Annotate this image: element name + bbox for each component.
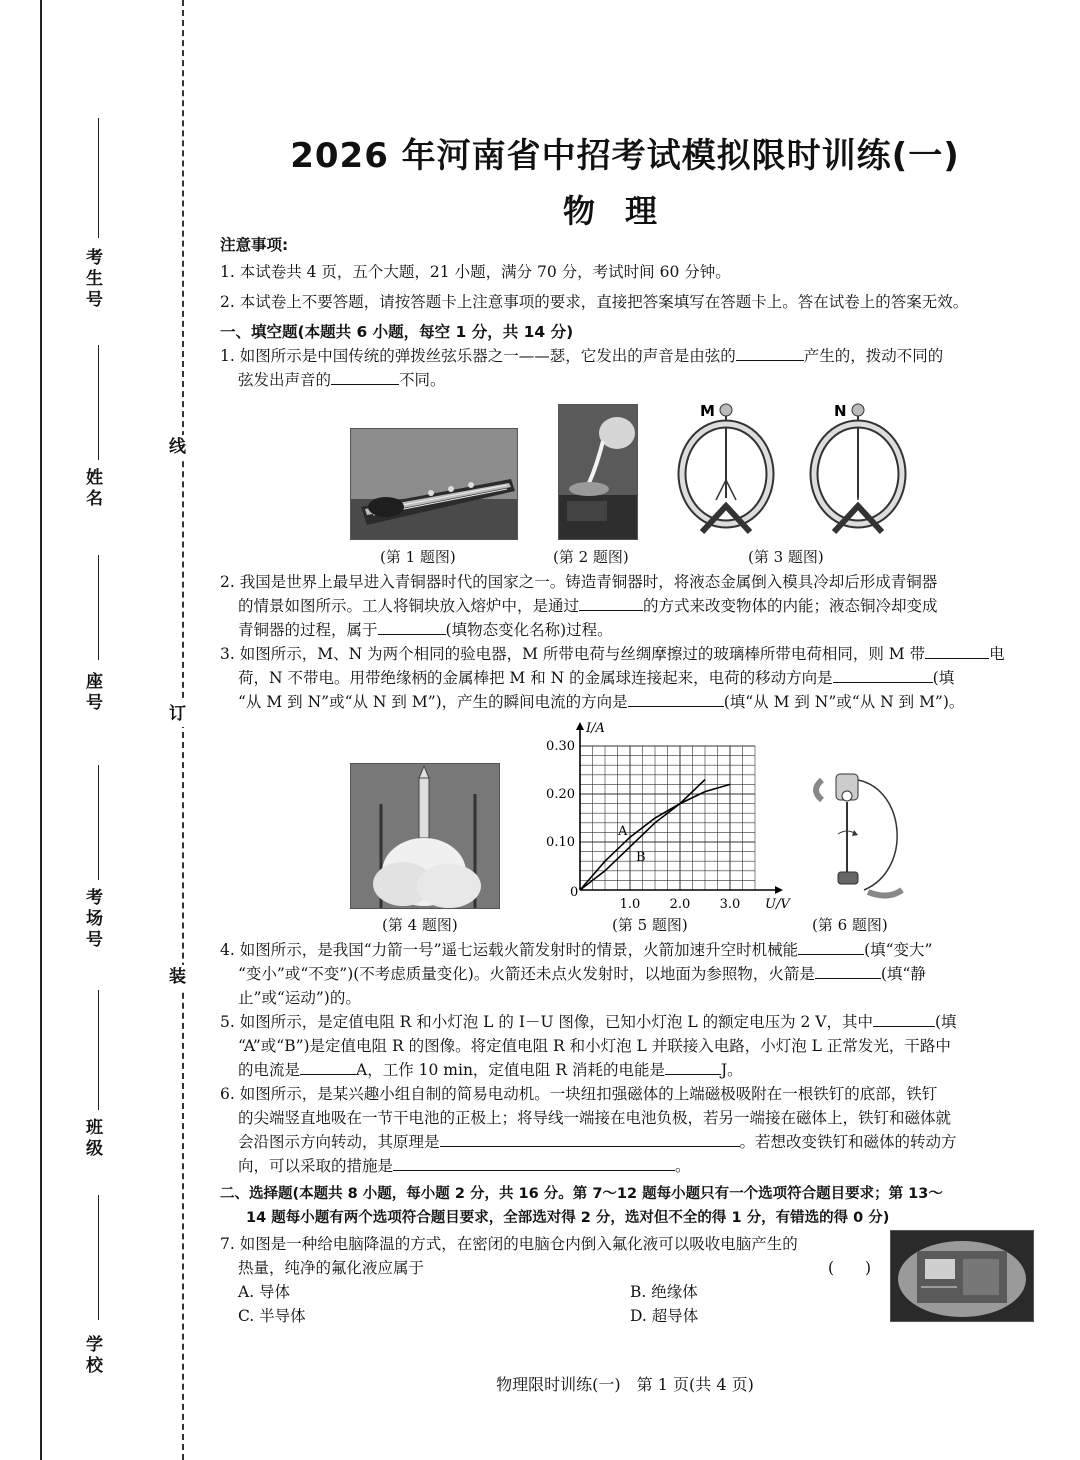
school-line	[98, 1195, 99, 1320]
q5-blank-3	[665, 1060, 721, 1075]
q7-option-a: A. 导体	[238, 1283, 291, 1301]
figure-5-caption: (第 5 题图)	[612, 916, 688, 934]
q6-text-f: 。	[675, 1157, 691, 1175]
q6-text-e: 向，可以采取的措施是	[238, 1157, 394, 1175]
q3-blank-3	[628, 692, 724, 707]
q6-line-3	[238, 1130, 957, 1154]
q2-blank-1	[579, 596, 643, 611]
q3-line-2	[238, 666, 954, 690]
q2-text-e: (填物态变化名称)过程。	[445, 621, 613, 639]
q6-blank-2	[393, 1156, 675, 1171]
q1-text-d: 不同。	[399, 371, 446, 389]
q7-line-1: 7. 如图是一种给电脑降温的方式，在密闭的电脑仓内倒入氟化液可以吸收电脑产生的	[220, 1235, 798, 1253]
y-tick-label: 0.10	[546, 835, 575, 850]
q6-line-2: 的尖端竖直地吸在一节干电池的正极上；将导线一端接在电池负极，若另一端接在磁体上，铁钉和磁体就	[238, 1109, 952, 1127]
q6-line-1: 6. 如图所示，是某兴趣小组自制的简易电动机。一块纽扣强磁体的上端磁极吸附在一根铁钉的底部，铁钉	[220, 1085, 938, 1103]
q3-text-c: 荷，N 不带电。用带绝缘柄的金属棒把 M 和 N 的金属球连接起来，电荷的移动方向是	[238, 669, 833, 687]
q6-text-c: 会沿图示方向转动，其原理是	[238, 1133, 440, 1151]
q4-blank-1	[798, 940, 864, 955]
q7-option-c: C. 半导体	[238, 1307, 306, 1325]
q5-line-2: “A”或“B”)是定值电阻 R 的图像。将定值电阻 R 和小灯泡 L 并联接入电路，小灯泡 L 正常发光，干路中	[238, 1037, 951, 1055]
figure-1-se-instrument-photo	[350, 428, 518, 540]
notice-heading: 注意事项:	[220, 236, 289, 254]
room-label: 考场号	[82, 888, 102, 951]
figure-5-iu-chart	[540, 718, 795, 918]
q5-text-d: A，工作 10 min，定值电阻 R 消耗的电能是	[356, 1061, 665, 1079]
q3-blank-1	[925, 644, 989, 659]
q5-text-e: J。	[720, 1061, 743, 1079]
q5-blank-2	[300, 1060, 356, 1075]
q4-text-d: (填“静	[880, 965, 926, 983]
q7-line-2: 热量，纯净的氟化液应属于	[238, 1259, 425, 1277]
q1-blank-1	[736, 346, 804, 361]
q5-line-3	[238, 1058, 743, 1082]
q2-text-c: 的方式来改变物体的内能；液态铜冷却变成	[643, 597, 938, 615]
q4-text-b: (填“变大”	[864, 941, 933, 959]
q1-text-a: 1. 如图所示是中国传统的弹拨丝弦乐器之一——瑟，它发出的声音是由弦的	[220, 347, 736, 365]
cut-label-zhuang: 装	[163, 965, 188, 990]
q2-line-3	[238, 618, 613, 642]
x-axis-arrow	[775, 886, 783, 894]
q4-line-3: 止”或“运动”)的。	[238, 989, 361, 1007]
y-tick-label: 0.30	[546, 739, 575, 754]
q7-answer-bracket: ( )	[828, 1259, 872, 1277]
x-tick-label: 1.0	[619, 897, 641, 912]
section2-heading-line-1: 二、选择题(本题共 8 小题，每小题 2 分，共 16 分。第 7～12 题每小题只有一个选项符合题目要求；第 13～	[220, 1186, 943, 1202]
question-1-line-1	[220, 344, 943, 368]
figure-6-caption: (第 6 题图)	[812, 916, 888, 934]
figure-4-rocket-launch-photo	[350, 763, 500, 909]
seat-line	[98, 555, 99, 660]
q6-text-d: 。若想改变铁钉和磁体的转动方	[739, 1133, 957, 1151]
q2-text-b: 的情景如图所示。工人将铜块放入熔炉中，是通过	[238, 597, 580, 615]
se-instrument-icon	[351, 429, 517, 539]
q3-text-f: (填“从 M 到 N”或“从 N 到 M”)。	[723, 693, 965, 711]
figure-2-bronze-casting-photo	[558, 404, 638, 540]
q5-text-b: (填	[935, 1013, 957, 1031]
page-footer: 物理限时训练(一) 第 1 页(共 4 页)	[496, 1375, 754, 1394]
electroscope-n-label: N	[834, 402, 847, 420]
q3-text-b: 电	[989, 645, 1005, 663]
notice-item-2: 2. 本试卷上不要答题，请按答题卡上注意事项的要求，直接把答案填写在答题卡上。答在试卷上的答案无效。	[220, 293, 969, 311]
q1-text-c: 弦发出声音的	[238, 371, 332, 389]
question-1-line-2	[238, 368, 446, 392]
q4-line-1	[220, 938, 932, 962]
series-label-a: A	[618, 824, 628, 840]
q1-text-b: 产生的，拨动不同的	[803, 347, 944, 365]
exam-id-label: 考生号	[82, 248, 102, 311]
name-line	[98, 345, 99, 460]
figure-1-caption: (第 1 题图)	[380, 548, 456, 566]
q3-line-1	[220, 642, 1005, 666]
y-axis-label: I/A	[586, 721, 605, 736]
q5-line-1	[220, 1010, 957, 1034]
q6-line-4	[238, 1154, 691, 1178]
seat-label: 座号	[82, 672, 102, 714]
q1-blank-2	[331, 370, 399, 385]
casting-icon	[559, 405, 637, 539]
q6-blank-1	[440, 1132, 740, 1147]
q3-text-a: 3. 如图所示，M、N 为两个相同的验电器，M 所带电荷与丝绸摩擦过的玻璃棒所带电荷相同，则 M 带	[220, 645, 926, 663]
rocket-icon	[351, 764, 499, 908]
section1-heading: 一、填空题(本题共 6 小题，每空 1 分，共 14 分)	[220, 323, 574, 341]
class-line	[98, 990, 99, 1110]
figure-3-electroscope-m	[672, 396, 792, 542]
computer-tank-icon	[891, 1231, 1033, 1321]
q4-line-2	[238, 962, 926, 986]
x-tick-label: 3.0	[719, 897, 741, 912]
q4-blank-2	[815, 964, 881, 979]
q3-text-d: (填	[932, 669, 955, 687]
notice-item-1: 1. 本试卷共 4 页，五个大题，21 小题，满分 70 分，考试时间 60 分钟。	[220, 263, 731, 281]
figure-3-electroscope-n	[800, 396, 920, 542]
q4-text-c: “变小”或“不变”)(不考虑质量变化)。火箭还未点火发射时，以地面为参照物，火箭是	[238, 965, 815, 983]
q7-option-b: B. 绝缘体	[630, 1283, 698, 1301]
q2-line-1: 2. 我国是世界上最早进入青铜器时代的国家之一。铸造青铜器时，将液态金属倒入模具冷却后形成青铜器	[220, 573, 938, 591]
q5-text-c: 的电流是	[238, 1061, 301, 1079]
y-tick-label: 0.20	[546, 787, 575, 802]
name-label: 姓名	[82, 468, 102, 510]
q5-text-a: 5. 如图所示，是定值电阻 R 和小灯泡 L 的 I－U 图像，已知小灯泡 L 的额定电压为 2 V，其中	[220, 1013, 873, 1031]
x-tick-label: 2.0	[669, 897, 691, 912]
figure-7-immersion-cooling-photo	[890, 1230, 1034, 1322]
class-label: 班级	[82, 1118, 102, 1160]
figure-6-homopolar-motor	[808, 760, 918, 910]
school-label: 学校	[82, 1335, 102, 1377]
y-axis-arrow	[576, 722, 584, 730]
section2-heading-line-2: 14 题每小题有两个选项符合题目要求，全部选对得 2 分，选对但不全的得 1 分，有错选的得 0 分)	[246, 1210, 890, 1226]
figure-4-caption: (第 4 题图)	[382, 916, 458, 934]
origin-label: 0	[570, 885, 579, 900]
series-label-b: B	[636, 849, 646, 865]
q7-option-d: D. 超导体	[630, 1307, 699, 1325]
page-title: 2026 年河南省中招考试模拟限时训练(一)	[290, 136, 960, 176]
subject-title: 物理	[562, 192, 687, 230]
q4-text-a: 4. 如图所示，是我国“力箭一号”遥七运载火箭发射时的情景，火箭加速升空时机械能	[220, 941, 799, 959]
q3-text-e: “从 M 到 N”或“从 N 到 M”)，产生的瞬间电流的方向是	[238, 693, 628, 711]
q3-line-3	[238, 690, 964, 714]
electroscope-m-label: M	[700, 402, 715, 420]
cut-label-line: 线	[163, 435, 188, 460]
q3-blank-2	[833, 668, 933, 683]
cut-label-ding: 订	[163, 702, 188, 727]
q2-text-d: 青铜器的过程，属于	[238, 621, 378, 639]
x-axis-label: U/V	[765, 897, 790, 912]
q2-line-2	[238, 594, 938, 618]
figure-3-caption: (第 3 题图)	[748, 548, 824, 566]
q2-blank-2	[378, 620, 446, 635]
figure-2-caption: (第 2 题图)	[553, 548, 629, 566]
q5-blank-1	[873, 1012, 935, 1027]
room-line	[98, 765, 99, 880]
